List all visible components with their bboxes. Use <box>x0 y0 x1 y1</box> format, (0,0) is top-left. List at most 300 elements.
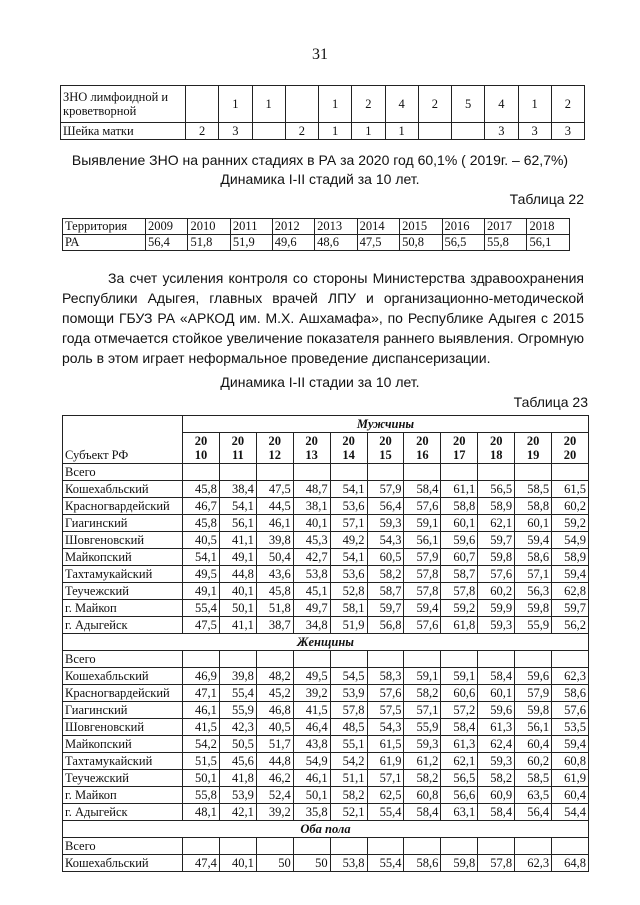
table-row <box>63 736 589 753</box>
year-century: 20 <box>194 434 208 448</box>
table-cell: 56,4 <box>367 498 404 515</box>
table-cell: 56,4 <box>146 235 188 251</box>
table-cell: 58,2 <box>367 566 404 583</box>
table-row <box>61 123 585 140</box>
year-header-cell <box>293 433 330 464</box>
table-cell: 63,1 <box>441 804 478 821</box>
table-cell: 62,3 <box>552 668 589 685</box>
year-header-cell <box>478 433 515 464</box>
table-cell: 57,6 <box>552 702 589 719</box>
table-cell: 61,3 <box>441 736 478 753</box>
year-century: 20 <box>342 434 355 448</box>
table-cell: 49,7 <box>293 600 330 617</box>
table-cell: 58,4 <box>478 804 515 821</box>
table-cell: 58,8 <box>515 498 552 515</box>
table-cell: 57,2 <box>441 702 478 719</box>
table-cell: 39,8 <box>219 668 256 685</box>
year-header-cell <box>552 433 589 464</box>
table-row <box>63 549 589 566</box>
table-cell: 55,9 <box>404 719 441 736</box>
table-cell: 50 <box>256 855 293 872</box>
table-cell: 58,6 <box>404 855 441 872</box>
table-cell: 58,4 <box>404 804 441 821</box>
table-cell: 38,1 <box>293 498 330 515</box>
table-cell: 56,8 <box>367 617 404 634</box>
table-cell: 4 <box>385 86 418 123</box>
table-cell: 57,1 <box>367 770 404 787</box>
table-cell: 56,1 <box>219 515 256 532</box>
table-row <box>63 583 589 600</box>
table-cell <box>183 651 220 668</box>
district-name: Шовгеновский <box>63 532 183 549</box>
table-cell: 49,6 <box>272 235 314 251</box>
table-cell: 58,9 <box>552 549 589 566</box>
table-cell: 46,9 <box>183 668 220 685</box>
table-cell: 51,5 <box>183 753 220 770</box>
table-cell: 56,1 <box>515 719 552 736</box>
table-cell: 56,1 <box>404 532 441 549</box>
table-cell: 59,8 <box>515 702 552 719</box>
year-decade: 10 <box>194 448 208 462</box>
district-name: Гиагинский <box>63 515 183 532</box>
table-cell: 58,2 <box>404 770 441 787</box>
table-header-row <box>63 219 570 235</box>
table-cell: 50,8 <box>400 235 442 251</box>
table-cell: 60,2 <box>478 583 515 600</box>
table-cell: 60,1 <box>441 515 478 532</box>
table-cell: 46,1 <box>256 515 293 532</box>
table-cell: 54,2 <box>330 753 367 770</box>
year-decade: 17 <box>453 448 466 462</box>
district-name: Кошехабльский <box>63 855 183 872</box>
table-cell <box>285 86 318 123</box>
table-cell <box>330 651 367 668</box>
table-cell: 60,8 <box>404 787 441 804</box>
year-header-cell <box>441 433 478 464</box>
table-cell: 59,2 <box>441 600 478 617</box>
table-cell: 2 <box>418 86 451 123</box>
table-cell: 46,2 <box>256 770 293 787</box>
year-decade: 19 <box>526 448 540 462</box>
group-title-row <box>63 416 589 433</box>
table-row <box>63 719 589 736</box>
table-row <box>63 515 589 532</box>
table-cell <box>441 464 478 481</box>
table-23-heading: Динамика I-II стадии за 10 лет. <box>220 374 420 390</box>
table-cell: 47,4 <box>183 855 220 872</box>
table-cell <box>452 123 485 140</box>
district-name: Красногвардейский <box>63 498 183 515</box>
table-cell <box>418 123 451 140</box>
table-cell: 50,1 <box>219 600 256 617</box>
table-cell: 59,3 <box>478 617 515 634</box>
table-cell <box>219 838 256 855</box>
table-cell: 61,1 <box>441 481 478 498</box>
table-cell: 55,8 <box>484 235 526 251</box>
table-cell: 1 <box>385 123 418 140</box>
table-cell: 58,6 <box>552 685 589 702</box>
row-label: ЗНО лимфоидной и кроветворной <box>61 86 186 123</box>
table-cell <box>478 838 515 855</box>
table-cell: 58,2 <box>404 685 441 702</box>
table-cell: 3 <box>485 123 518 140</box>
total-label: Всего <box>63 838 183 855</box>
table-cell: 60,7 <box>441 549 478 566</box>
group-title-row <box>63 821 589 838</box>
table-cell: 57,1 <box>330 515 367 532</box>
table-cell: 60,2 <box>515 753 552 770</box>
table-cell: 58,3 <box>367 668 404 685</box>
table-cell: 59,3 <box>367 515 404 532</box>
table-cell <box>330 464 367 481</box>
district-name: г. Майкоп <box>63 787 183 804</box>
table-cell: 54,9 <box>552 532 589 549</box>
table-cell: 57,9 <box>404 549 441 566</box>
year-century: 20 <box>489 434 503 448</box>
table-cell: 55,4 <box>219 685 256 702</box>
table-cell: 54,1 <box>330 481 367 498</box>
table-cell: 51,9 <box>230 235 272 251</box>
table-cell: 54,3 <box>367 719 404 736</box>
page-number: 31 <box>312 46 328 63</box>
group-title: Мужчины <box>183 416 589 433</box>
table-cell: 52,4 <box>256 787 293 804</box>
table-cell: 63,5 <box>515 787 552 804</box>
table-cell: 34,8 <box>293 617 330 634</box>
table-cell: 59,1 <box>404 515 441 532</box>
table-cell: 58,8 <box>441 498 478 515</box>
table-cell: 57,8 <box>404 583 441 600</box>
table-cell <box>256 464 293 481</box>
year-header-cell <box>330 433 367 464</box>
table-cell: 45,1 <box>293 583 330 600</box>
table-cell: 62,3 <box>515 855 552 872</box>
table-cell: 40,1 <box>219 855 256 872</box>
year-decade: 14 <box>342 448 355 462</box>
table-cell: 41,1 <box>219 617 256 634</box>
table-cell: 59,7 <box>478 532 515 549</box>
table-cell: 57,9 <box>367 481 404 498</box>
table-cell <box>552 838 589 855</box>
table-cell <box>186 86 219 123</box>
table-cell: 59,1 <box>441 668 478 685</box>
table-cell <box>478 651 515 668</box>
table-cell: 58,7 <box>367 583 404 600</box>
heading-line-1: Выявление ЗНО на ранних стадиях в РА за 2020 год 60,1% ( 2019г. – 62,7%) <box>71 152 569 168</box>
table-cell: 46,1 <box>183 702 220 719</box>
table-cell: 55,4 <box>183 600 220 617</box>
table-cell: 54,4 <box>552 804 589 821</box>
table-cell: 57,8 <box>330 702 367 719</box>
total-row <box>63 464 589 481</box>
table-cell <box>183 464 220 481</box>
header-cell: 2017 <box>484 219 526 235</box>
table-cell: 53,5 <box>552 719 589 736</box>
table-cell: 55,9 <box>219 702 256 719</box>
table-cell: 1 <box>319 86 352 123</box>
table-row <box>63 235 570 251</box>
table-cell: 57,6 <box>404 498 441 515</box>
table-cell: 53,6 <box>330 566 367 583</box>
table-cell: 59,2 <box>552 515 589 532</box>
table-cell: 59,3 <box>404 736 441 753</box>
table-cell: 56,5 <box>442 235 484 251</box>
table-cell: 45,3 <box>293 532 330 549</box>
table-row <box>63 855 589 872</box>
year-decade: 11 <box>231 448 244 462</box>
table-cell: 40,5 <box>183 532 220 549</box>
table-cell: 44,8 <box>256 753 293 770</box>
table-cell: 50,1 <box>293 787 330 804</box>
year-century: 20 <box>305 434 318 448</box>
district-name: Майкопский <box>63 549 183 566</box>
table-cell: 51,1 <box>330 770 367 787</box>
table-cell: 57,9 <box>515 685 552 702</box>
table-cell: 59,4 <box>552 566 589 583</box>
table-cell: 46,4 <box>293 719 330 736</box>
table-cell: 35,8 <box>293 804 330 821</box>
table-cell: 54,1 <box>330 549 367 566</box>
year-header-cell <box>183 433 220 464</box>
table-cell: 59,1 <box>404 668 441 685</box>
district-name: Тахтамукайский <box>63 753 183 770</box>
table-cell: 5 <box>452 86 485 123</box>
table-row <box>63 770 589 787</box>
table-cell: 58,5 <box>515 770 552 787</box>
table-cell: 59,8 <box>515 600 552 617</box>
table-cell: 43,8 <box>293 736 330 753</box>
table-cell <box>515 464 552 481</box>
total-row <box>63 838 589 855</box>
table-cell <box>219 651 256 668</box>
district-name: Теучежский <box>63 583 183 600</box>
table-cell: 59,3 <box>478 753 515 770</box>
table-cell: 41,1 <box>219 532 256 549</box>
table-cell: 59,6 <box>515 668 552 685</box>
table-cell: 55,4 <box>367 855 404 872</box>
body-paragraph <box>62 268 584 368</box>
table-cell: 58,7 <box>441 566 478 583</box>
table-cell: 59,6 <box>478 702 515 719</box>
header-cell: 2013 <box>315 219 357 235</box>
district-name: Красногвардейский <box>63 685 183 702</box>
table-cell: 41,5 <box>183 719 220 736</box>
table-cell: 51,8 <box>188 235 230 251</box>
table-cell: 49,1 <box>183 583 220 600</box>
subject-header-cell <box>63 416 183 464</box>
table-cell <box>441 651 478 668</box>
year-decade: 16 <box>416 448 429 462</box>
table-cell: 59,4 <box>515 532 552 549</box>
table-cell: 48,5 <box>330 719 367 736</box>
table-cell <box>515 651 552 668</box>
district-name: г. Адыгейск <box>63 617 183 634</box>
table-row <box>63 787 589 804</box>
table-cell <box>552 464 589 481</box>
table-row <box>63 685 589 702</box>
table-row <box>63 617 589 634</box>
table-cell: 59,9 <box>478 600 515 617</box>
table-row <box>63 702 589 719</box>
table-cell: 53,8 <box>330 855 367 872</box>
table-cell: 60,4 <box>552 787 589 804</box>
table-cell: 56,1 <box>527 235 570 251</box>
table-cell <box>256 838 293 855</box>
year-decade: 20 <box>563 448 577 462</box>
table-cell: 44,8 <box>219 566 256 583</box>
table-cell <box>404 651 441 668</box>
year-header-cell <box>256 433 293 464</box>
table-cell: 40,1 <box>219 583 256 600</box>
table-cell: 57,5 <box>367 702 404 719</box>
table-cell: 61,9 <box>552 770 589 787</box>
table-cell: 58,4 <box>478 668 515 685</box>
table-cell: 45,6 <box>219 753 256 770</box>
table-cell: 39,2 <box>256 804 293 821</box>
table-22-caption: Таблица 22 <box>509 191 584 207</box>
table-cell: 61,5 <box>367 736 404 753</box>
table-cell: 2 <box>186 123 219 140</box>
table-cell: 62,4 <box>478 736 515 753</box>
table-cell <box>293 651 330 668</box>
table-cell: 46,1 <box>293 770 330 787</box>
group-title: Оба пола <box>63 821 589 838</box>
table-cell: 58,2 <box>330 787 367 804</box>
year-century: 20 <box>563 434 577 448</box>
table-cell: 1 <box>319 123 352 140</box>
district-name: Гиагинский <box>63 702 183 719</box>
table-cell: 38,7 <box>256 617 293 634</box>
table-cell: 61,8 <box>441 617 478 634</box>
table-cell: 58,4 <box>441 719 478 736</box>
header-cell: 2015 <box>400 219 442 235</box>
table-cell: 47,1 <box>183 685 220 702</box>
year-century: 20 <box>268 434 282 448</box>
table-cell: 57,8 <box>404 566 441 583</box>
table-cell: 60,9 <box>478 787 515 804</box>
table-cell: 61,2 <box>404 753 441 770</box>
district-name: Теучежский <box>63 770 183 787</box>
table-cell: 61,5 <box>552 481 589 498</box>
table-cell: 44,5 <box>256 498 293 515</box>
table-cell: 45,8 <box>183 481 220 498</box>
table-cell: 54,3 <box>367 532 404 549</box>
table-cell: 55,1 <box>330 736 367 753</box>
table-cell: 45,8 <box>256 583 293 600</box>
year-century: 20 <box>416 434 429 448</box>
table-cell: 59,4 <box>552 736 589 753</box>
table-cell: 38,4 <box>219 481 256 498</box>
table-cell <box>252 123 285 140</box>
table-cell <box>478 464 515 481</box>
row-label: Шейка матки <box>61 123 186 140</box>
table-cell <box>404 464 441 481</box>
table-cell <box>367 651 404 668</box>
district-name: Шовгеновский <box>63 719 183 736</box>
table-cell: 54,5 <box>330 668 367 685</box>
table-cell: 59,7 <box>552 600 589 617</box>
year-century: 20 <box>379 434 392 448</box>
table-cell: 58,6 <box>515 549 552 566</box>
table-cell <box>367 838 404 855</box>
table-cell <box>256 651 293 668</box>
table-cell: 47,5 <box>256 481 293 498</box>
year-century: 20 <box>526 434 540 448</box>
table-23-caption: Таблица 23 <box>513 394 588 410</box>
header-cell: 2016 <box>442 219 484 235</box>
year-header-cell <box>515 433 552 464</box>
table-cell: 2 <box>285 123 318 140</box>
table-cell: 1 <box>352 123 385 140</box>
table-row <box>63 566 589 583</box>
table-cell: 60,1 <box>515 515 552 532</box>
group-title: Женщины <box>63 634 589 651</box>
table-row <box>63 498 589 515</box>
table-cell: 59,4 <box>404 600 441 617</box>
table-cell: 53,9 <box>330 685 367 702</box>
table-cell: 1 <box>219 86 252 123</box>
year-decade: 12 <box>268 448 282 462</box>
table-cell <box>330 838 367 855</box>
table-cell: 40,1 <box>293 515 330 532</box>
table-cell: 57,1 <box>404 702 441 719</box>
table-cell: 54,1 <box>183 549 220 566</box>
table-cell: 51,8 <box>256 600 293 617</box>
total-label: Всего <box>63 464 183 481</box>
header-cell: 2011 <box>230 219 272 235</box>
subject-label: Субъект РФ <box>65 448 129 462</box>
table-cell: 48,7 <box>293 481 330 498</box>
table-cell: 46,7 <box>183 498 220 515</box>
table-cell: 55,4 <box>367 804 404 821</box>
table-row <box>63 600 589 617</box>
table-cell <box>293 838 330 855</box>
table-cell: 55,8 <box>183 787 220 804</box>
table-cell: 58,5 <box>515 481 552 498</box>
table-cell: 49,5 <box>183 566 220 583</box>
table-cell: 59,8 <box>478 549 515 566</box>
table-cell: 49,5 <box>293 668 330 685</box>
table-cell: 59,7 <box>367 600 404 617</box>
table-cell: 62,5 <box>367 787 404 804</box>
table-cell: 58,4 <box>404 481 441 498</box>
table-cell: 42,7 <box>293 549 330 566</box>
table-cell: 54,2 <box>183 736 220 753</box>
section-heading <box>0 151 640 189</box>
year-decade: 13 <box>305 448 318 462</box>
table-cell: 56,6 <box>441 787 478 804</box>
header-cell: 2012 <box>272 219 314 235</box>
table-cell: 45,2 <box>256 685 293 702</box>
table-cell: 41,5 <box>293 702 330 719</box>
header-cell: 2010 <box>188 219 230 235</box>
year-century: 20 <box>231 434 245 448</box>
table-cell: 59,8 <box>441 855 478 872</box>
table-cell: 39,8 <box>256 532 293 549</box>
year-decade: 15 <box>379 448 392 462</box>
table-cell: 52,1 <box>330 804 367 821</box>
district-name: г. Адыгейск <box>63 804 183 821</box>
table-cell: 1 <box>518 86 551 123</box>
table-row <box>63 753 589 770</box>
district-name: Кошехабльский <box>63 481 183 498</box>
table-cell: 39,2 <box>293 685 330 702</box>
table-row <box>63 481 589 498</box>
table-cell: 60,2 <box>552 498 589 515</box>
table-cell: 55,9 <box>515 617 552 634</box>
table-cell <box>441 838 478 855</box>
table-cell: 53,6 <box>330 498 367 515</box>
